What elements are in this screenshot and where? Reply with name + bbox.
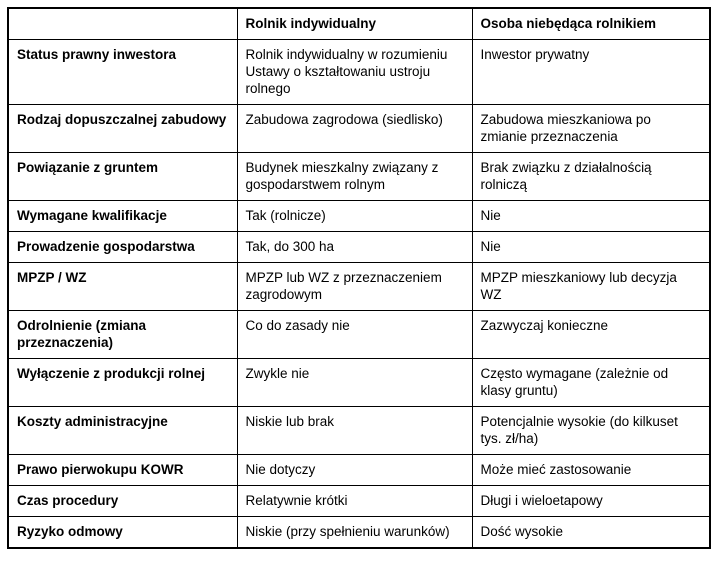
nonfarmer-cell: Nie	[472, 232, 710, 263]
farmer-cell: Nie dotyczy	[237, 455, 472, 486]
row-header-cell: Prowadzenie gospodarstwa	[8, 232, 237, 263]
farmer-cell: Relatywnie krótki	[237, 486, 472, 517]
column-header-empty	[8, 8, 237, 40]
table-row	[8, 359, 710, 407]
row-header-cell: MPZP / WZ	[8, 263, 237, 311]
farmer-cell: Budynek mieszkalny związany z gospodarstwem rolnym	[237, 153, 472, 201]
row-header-cell: Status prawny inwestora	[8, 40, 237, 105]
farmer-cell: Niskie lub brak	[237, 407, 472, 455]
row-header-cell: Odrolnienie (zmiana przeznaczenia)	[8, 311, 237, 359]
nonfarmer-cell: Dość wysokie	[472, 517, 710, 549]
row-header-cell: Wymagane kwalifikacje	[8, 201, 237, 232]
column-header-farmer: Rolnik indywidualny	[237, 8, 472, 40]
row-header-cell: Rodzaj dopuszczalnej zabudowy	[8, 105, 237, 153]
farmer-cell: Co do zasady nie	[237, 311, 472, 359]
table-row	[8, 232, 710, 263]
row-header-cell: Wyłączenie z produkcji rolnej	[8, 359, 237, 407]
farmer-cell: Tak, do 300 ha	[237, 232, 472, 263]
table-header-row	[8, 8, 710, 40]
nonfarmer-cell: Zazwyczaj konieczne	[472, 311, 710, 359]
farmer-cell: Zwykle nie	[237, 359, 472, 407]
row-header-cell: Czas procedury	[8, 486, 237, 517]
table-row	[8, 486, 710, 517]
table-row	[8, 201, 710, 232]
farmer-cell: MPZP lub WZ z przeznaczeniem zagrodowym	[237, 263, 472, 311]
table-row	[8, 153, 710, 201]
farmer-cell: Zabudowa zagrodowa (siedlisko)	[237, 105, 472, 153]
nonfarmer-cell: Często wymagane (zależnie od klasy gruntu)	[472, 359, 710, 407]
nonfarmer-cell: Potencjalnie wysokie (do kilkuset tys. zł/ha)	[472, 407, 710, 455]
comparison-table	[7, 7, 711, 549]
table-row	[8, 263, 710, 311]
nonfarmer-cell: MPZP mieszkaniowy lub decyzja WZ	[472, 263, 710, 311]
table-row	[8, 311, 710, 359]
table-row	[8, 407, 710, 455]
row-header-cell: Ryzyko odmowy	[8, 517, 237, 549]
table-row	[8, 455, 710, 486]
column-header-nonfarmer: Osoba niebędąca rolnikiem	[472, 8, 710, 40]
nonfarmer-cell: Nie	[472, 201, 710, 232]
farmer-cell: Rolnik indywidualny w rozumieniu Ustawy o kształtowaniu ustroju rolnego	[237, 40, 472, 105]
farmer-cell: Tak (rolnicze)	[237, 201, 472, 232]
table-row	[8, 105, 710, 153]
row-header-cell: Koszty administracyjne	[8, 407, 237, 455]
row-header-cell: Powiązanie z gruntem	[8, 153, 237, 201]
table-row	[8, 40, 710, 105]
nonfarmer-cell: Inwestor prywatny	[472, 40, 710, 105]
nonfarmer-cell: Zabudowa mieszkaniowa po zmianie przeznaczenia	[472, 105, 710, 153]
farmer-cell: Niskie (przy spełnieniu warunków)	[237, 517, 472, 549]
nonfarmer-cell: Brak związku z działalnością rolniczą	[472, 153, 710, 201]
nonfarmer-cell: Długi i wieloetapowy	[472, 486, 710, 517]
row-header-cell: Prawo pierwokupu KOWR	[8, 455, 237, 486]
table-row	[8, 517, 710, 549]
nonfarmer-cell: Może mieć zastosowanie	[472, 455, 710, 486]
